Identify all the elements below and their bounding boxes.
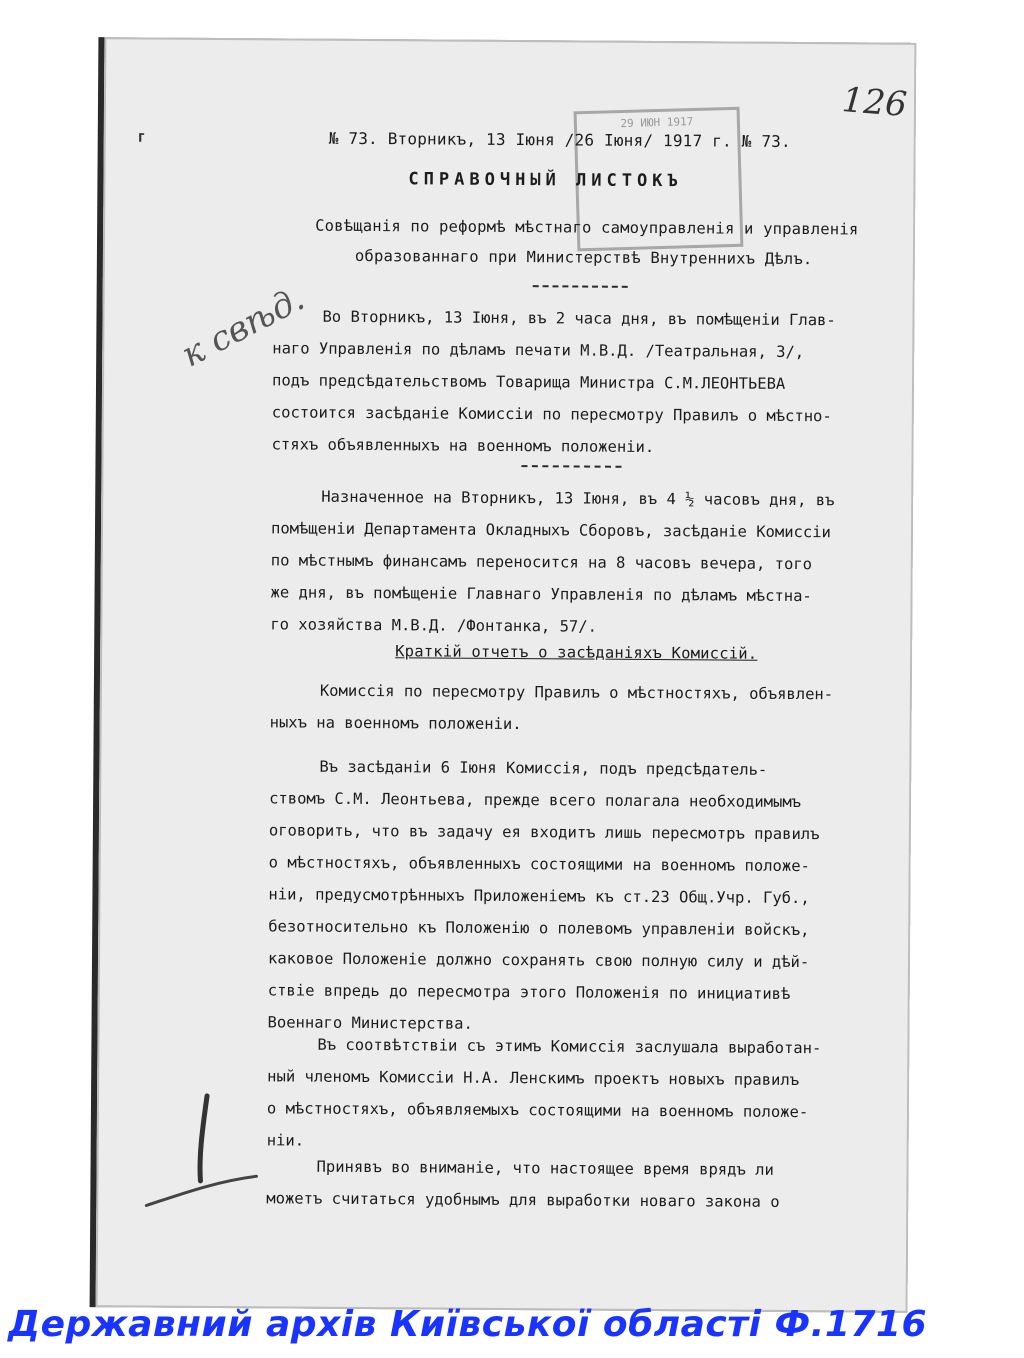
paragraph-line: подъ предсѣдательствомъ Товарища Министра С.М.ЛЕОНТЬЕВА <box>271 371 786 393</box>
paragraph-line: Назначенное на Вторникъ, 13 Іюня, въ 4 ½ часовъ дня, въ <box>321 487 835 510</box>
document-title: СПРАВОЧНЫЙ ЛИСТОКЪ <box>408 169 683 192</box>
pencil-note-text: к свѣд. <box>175 278 311 376</box>
margin-mark: ⸢ <box>133 129 149 158</box>
section-heading: Краткій отчетъ о засѣданіяхъ Комиссій. <box>395 642 758 663</box>
paragraph-line: о мѣстностяхъ, объявляемыхъ состоящими на военномъ положе- <box>266 1099 809 1122</box>
paragraph-5 <box>267 1028 878 1160</box>
paragraph-line: Въ соотвѣтствіи съ этимъ Комиссія заслушала выработан- <box>317 1035 822 1058</box>
subtitle-line-1: Совѣщанія по реформѣ мѣстнаго самоуправленія и управленія <box>315 216 859 239</box>
page-number: 126 <box>840 80 909 125</box>
paragraph-line: состоится засѣданіе Комиссіи по пересмотру Правилъ о мѣстно- <box>271 403 832 426</box>
paragraph-line: же дня, въ помѣщеніе Главнаго Управленія по дѣламъ мѣстна- <box>270 583 812 606</box>
archive-watermark: Державний архів Київської області Ф.1716 <box>8 1304 928 1345</box>
paragraph-line: ныхъ на военномъ положеніи. <box>269 713 522 734</box>
paragraph-line: ніи. <box>266 1131 305 1150</box>
subtitle-line-2: образованнаго при Министерствѣ Внутреннихъ Дѣлъ. <box>354 246 813 269</box>
paragraph-line: Въ засѣданіи 6 Іюня Комиссія, подъ предсѣдатель- <box>319 757 768 779</box>
paragraph-line: по мѣстнымъ финансамъ переносится на 8 часовъ вечера, того <box>270 551 813 574</box>
stamp-date: 29 ИЮН 1917 <box>620 115 694 131</box>
divider-1 <box>533 285 628 288</box>
paragraph-2 <box>270 480 881 644</box>
paragraph-line: го хозяйства М.В.Д. /Фонтанка, 57/. <box>270 615 598 636</box>
paragraph-line: наго Управленія по дѣламъ печати М.В.Д. /Театральная, 3/, <box>272 339 805 362</box>
paragraph-line: ніи, предусмотрѣнныхъ Приложеніемъ къ ст.23 Общ.Учр. Губ., <box>268 885 810 908</box>
paragraph-line: стяхъ объявленныхъ на военномъ положеніи. <box>271 435 655 457</box>
divider-2 <box>521 465 621 468</box>
paragraph-line: ный членомъ Комиссіи Н.А. Ленскимъ проектъ новыхъ правилъ <box>267 1067 800 1090</box>
paragraph-6 <box>266 1150 876 1218</box>
paragraph-line: Военнаго Министерства. <box>267 1013 473 1033</box>
document-page <box>96 37 917 1313</box>
paragraph-line: Комиссія по пересмотру Правилъ о мѣстностяхъ, объявлен- <box>319 681 834 704</box>
paragraph-3 <box>270 674 880 742</box>
paragraph-line: можетъ считаться удобнымъ для выработки новаго закона о <box>266 1189 780 1211</box>
paragraph-line: Во Вторникъ, 13 Іюня, въ 2 часа дня, въ помѣщеніи Глав- <box>322 307 836 330</box>
paragraph-line: ствіе впредь до пересмотра этого Положенія по инициативѣ <box>267 981 791 1003</box>
paragraph-line: Принявъ во вниманіе, что настоящее время врядъ ли <box>316 1157 774 1179</box>
paragraph-line: каковое Положеніе должно сохранять свою полную силу и дѣй- <box>267 949 810 972</box>
paragraph-4 <box>267 750 879 1042</box>
paragraph-line: безотносительно къ Положенію о полевомъ управленіи войскъ, <box>268 917 810 940</box>
paragraph-line: о мѣстностяхъ, объявленныхъ состоящими на военномъ положе- <box>268 853 810 876</box>
pencil-stroke-icon <box>136 1085 267 1226</box>
paragraph-line: помѣщеніи Департамента Окладныхъ Сборовъ, засѣданіе Комиссіи <box>270 519 831 542</box>
paragraph-1 <box>271 300 882 464</box>
paragraph-line: ствомъ С.М. Леонтьева, прежде всего полагала необходимымъ <box>269 789 802 812</box>
document-header: № 73. Вторникъ, 13 Іюня /26 Іюня/ 1917 г. № 73. <box>328 128 791 151</box>
paragraph-line: оговорить, что въ задачу ея входитъ лишь пересмотръ правилъ <box>268 821 820 844</box>
